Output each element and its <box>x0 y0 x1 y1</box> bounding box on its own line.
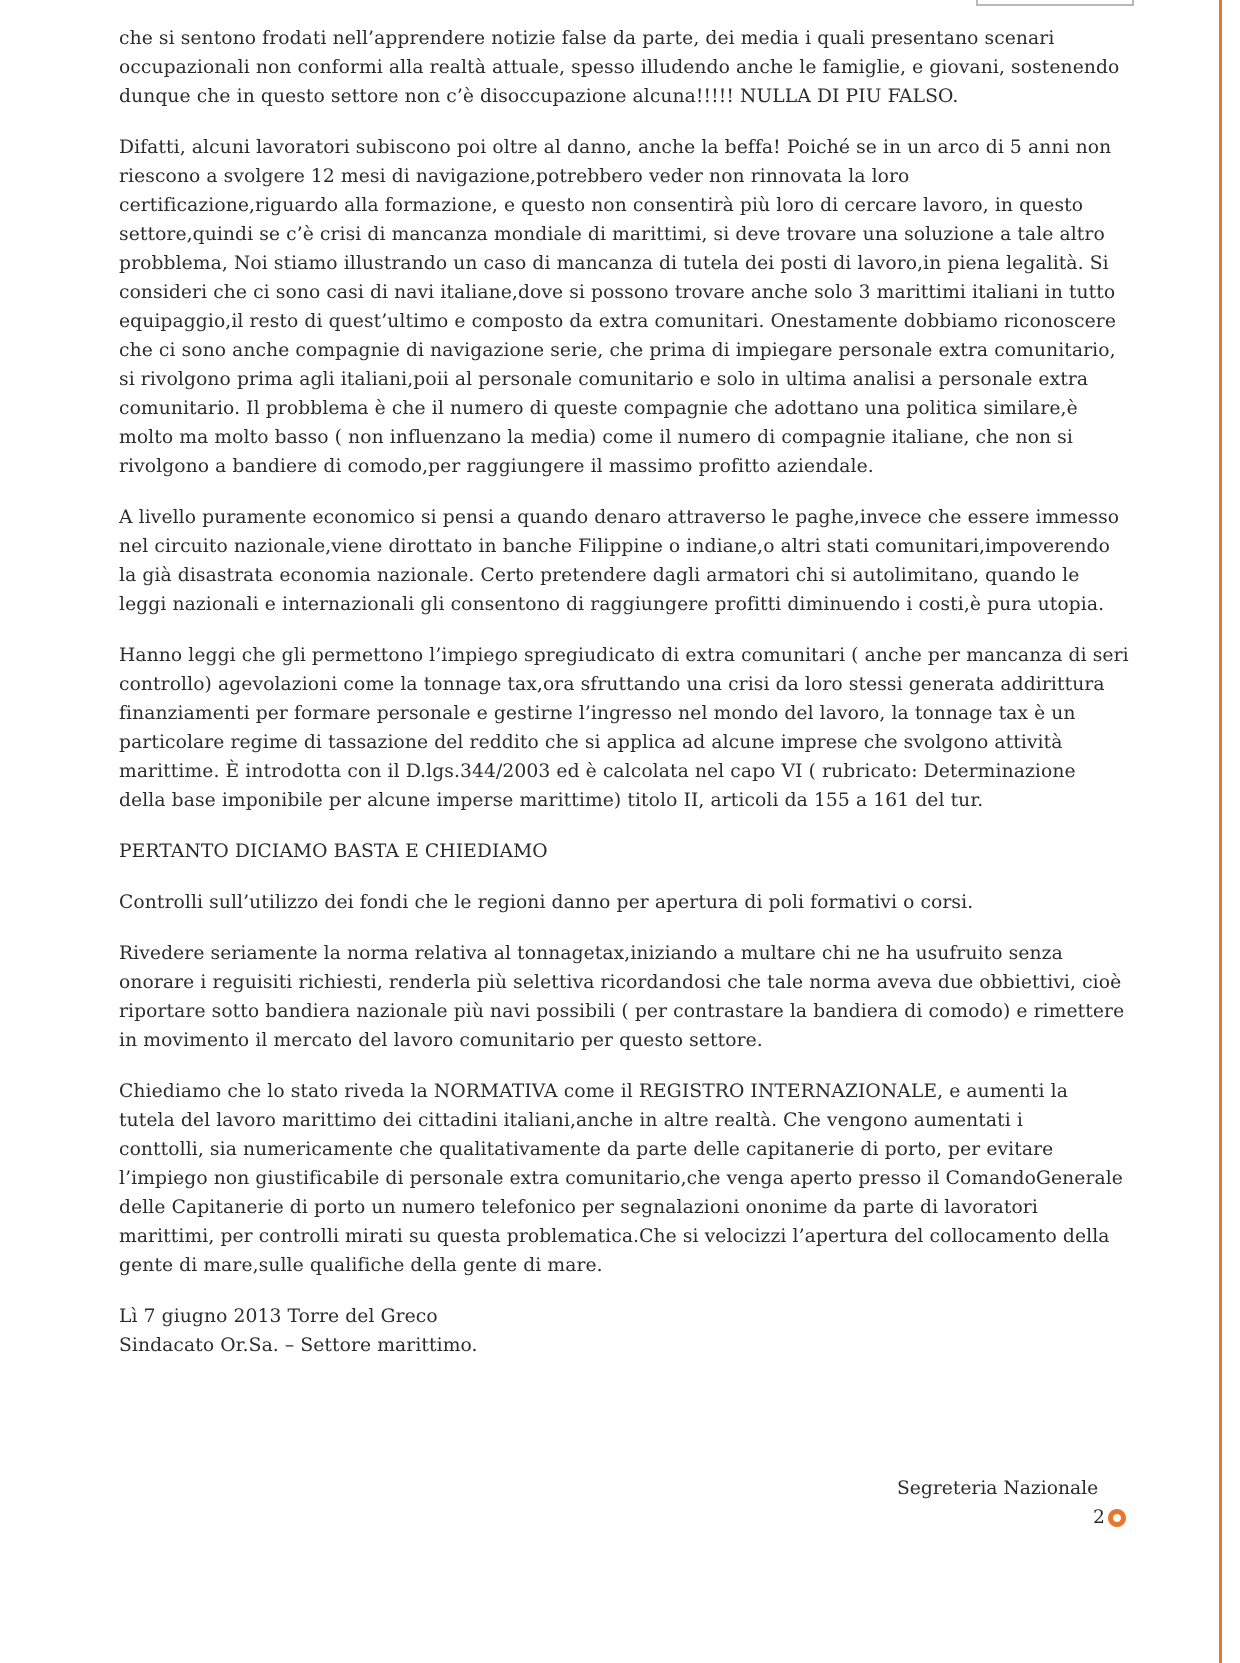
paragraph <box>119 939 1143 1055</box>
text-line: equipaggio,il resto di quest’ultimo e composto da extra comunitari. Onestamente dobbiamo riconoscere <box>119 311 1116 332</box>
text-line: nel circuito nazionale,viene dirottato in banche Filippine o indiane,o altri stati comunitari,impoverendo <box>119 536 1110 557</box>
text-line: finanziamenti per formare personale e gestirne l’ingresso nel mondo del lavoro, la tonnage tax è un <box>119 703 1076 724</box>
paragraph <box>119 503 1143 619</box>
text-line: la già disastrata economia nazionale. Certo pretendere dagli armatori chi si autolimitano, quando le <box>119 565 1080 586</box>
paragraph <box>119 837 1143 866</box>
header-fragment <box>976 0 1134 6</box>
document-body <box>119 24 1143 1360</box>
text-line: A livello puramente economico si pensi a quando denaro attraverso le paghe,invece che essere immesso <box>119 507 1120 528</box>
text-line: Difatti, alcuni lavoratori subiscono poi oltre al danno, anche la beffa! Poiché se in un arco di 5 anni non <box>119 137 1112 158</box>
text-line: controllo) agevolazioni come la tonnage tax,ora sfruttando una crisi da loro stessi generata addirittura <box>119 674 1105 695</box>
text-line: molto ma molto basso ( non influenzano la media) come il numero di compagnie italiane, che non si <box>119 427 1073 448</box>
text-line: conttolli, sia numericamente che qualitativamente da parte delle capitanerie di porto, per evitare <box>119 1139 1054 1160</box>
text-line: marittime. È introdotta con il D.lgs.344/2003 ed è calcolata nel capo VI ( rubricato: Determinazione <box>119 761 1076 782</box>
text-line: onorare i reguisiti richiesti, renderla più selettiva ricordandosi che tale norma aveva due obbiettivi, cioè <box>119 972 1122 993</box>
text-line: l’impiego non giustificabile di personale extra comunitario,che venga aperto presso il ComandoGenerale <box>119 1168 1123 1189</box>
paragraph <box>119 24 1143 111</box>
footer-signature: Segreteria Nazionale <box>897 1478 1099 1499</box>
text-line: riportare sotto bandiera nazionale più navi possibili ( per contrastare la bandiera di comodo) e rimettere <box>119 1001 1125 1022</box>
text-line: settore,quindi se c’è crisi di mancanza mondiale di marittimi, si deve trovare una soluzione a tale altro <box>119 224 1105 245</box>
place-date: Lì 7 giugno 2013 Torre del Greco <box>119 1306 438 1327</box>
text-line: che si sentono frodati nell’apprendere notizie false da parte, dei media i quali presentano scenari <box>119 28 1055 49</box>
text-line: leggi nazionali e internazionali gli consentono di raggiungere profitti diminuendo i costi,è pura utopia. <box>119 594 1105 615</box>
text-line: tutela del lavoro marittimo dei cittadini italiani,anche in altre realtà. Che vengono aumentati i <box>119 1110 1023 1131</box>
text-line: comunitario. Il probblema è che il numero di queste compagnie che adottano una politica similare,è <box>119 398 1078 419</box>
page-number <box>1093 1503 1126 1532</box>
text-line: delle Capitanerie di porto un numero telefonico per segnalazioni ononime da parte di lavoratori <box>119 1197 1038 1218</box>
text-line: consideri che ci sono casi di navi italiane,dove si possono trovare anche solo 3 marittimi italiani in tutto <box>119 282 1116 303</box>
paragraph <box>119 133 1143 481</box>
text-line: Hanno leggi che gli permettono l’impiego spregiudicato di extra comunitari ( anche per mancanza di seri <box>119 645 1129 666</box>
text-line: si rivolgono prima agli italiani,poii al personale comunitario e solo in ultima analisi a personale extra <box>119 369 1089 390</box>
page-accent-rule <box>1219 0 1222 1663</box>
text-line: certificazione,riguardo alla formazione, e questo non consentirà più loro di cercare lavoro, in questo <box>119 195 1084 216</box>
text-line: PERTANTO DICIAMO BASTA E CHIEDIAMO <box>119 841 548 862</box>
text-line: particolare regime di tassazione del reddito che si applica ad alcune imprese che svolgono attività <box>119 732 1063 753</box>
paragraph <box>119 888 1143 917</box>
text-line: riescono a svolgere 12 mesi di navigazione,potrebbero veder non rinnovata la loro <box>119 166 910 187</box>
text-line: occupazionali non conformi alla realtà attuale, spesso illudendo anche le famiglie, e giovani, sostenendo <box>119 57 1120 78</box>
paragraph <box>119 1077 1143 1280</box>
paragraph <box>119 641 1143 815</box>
text-line: dunque che in questo settore non c’è disoccupazione alcuna!!!!! NULLA DI PIU FALSO. <box>119 86 959 107</box>
text-line: della base imponibile per alcune imperse marittime) titolo II, articoli da 155 a 161 del tur. <box>119 790 984 811</box>
text-line: rivolgono a bandiere di comodo,per raggiungere il massimo profitto aziendale. <box>119 456 874 477</box>
text-line: gente di mare,sulle qualifiche della gente di mare. <box>119 1255 603 1276</box>
text-line: che ci sono anche compagnie di navigazione serie, che prima di impiegare personale extra comunitario, <box>119 340 1116 361</box>
signatory: Sindacato Or.Sa. – Settore marittimo. <box>119 1335 478 1356</box>
page-number-circle-icon <box>1108 1509 1126 1527</box>
text-line: marittimi, per controlli mirati su questa problematica.Che si velocizzi l’apertura del collocamento della <box>119 1226 1110 1247</box>
text-line: Rivedere seriamente la norma relativa al tonnagetax,iniziando a multare chi ne ha usufruito senza <box>119 943 1063 964</box>
page-number-text: 2 <box>1093 1507 1105 1528</box>
text-line: Chiediamo che lo stato riveda la NORMATIVA come il REGISTRO INTERNAZIONALE, e aumenti la <box>119 1081 1068 1102</box>
text-line: Controlli sull’utilizzo dei fondi che le regioni danno per apertura di poli formativi o corsi. <box>119 892 974 913</box>
closing-block <box>119 1302 1143 1360</box>
text-line: probblema, Noi stiamo illustrando un caso di mancanza di tutela dei posti di lavoro,in piena legalità. Si <box>119 253 1109 274</box>
text-line: in movimento il mercato del lavoro comunitario per questo settore. <box>119 1030 763 1051</box>
